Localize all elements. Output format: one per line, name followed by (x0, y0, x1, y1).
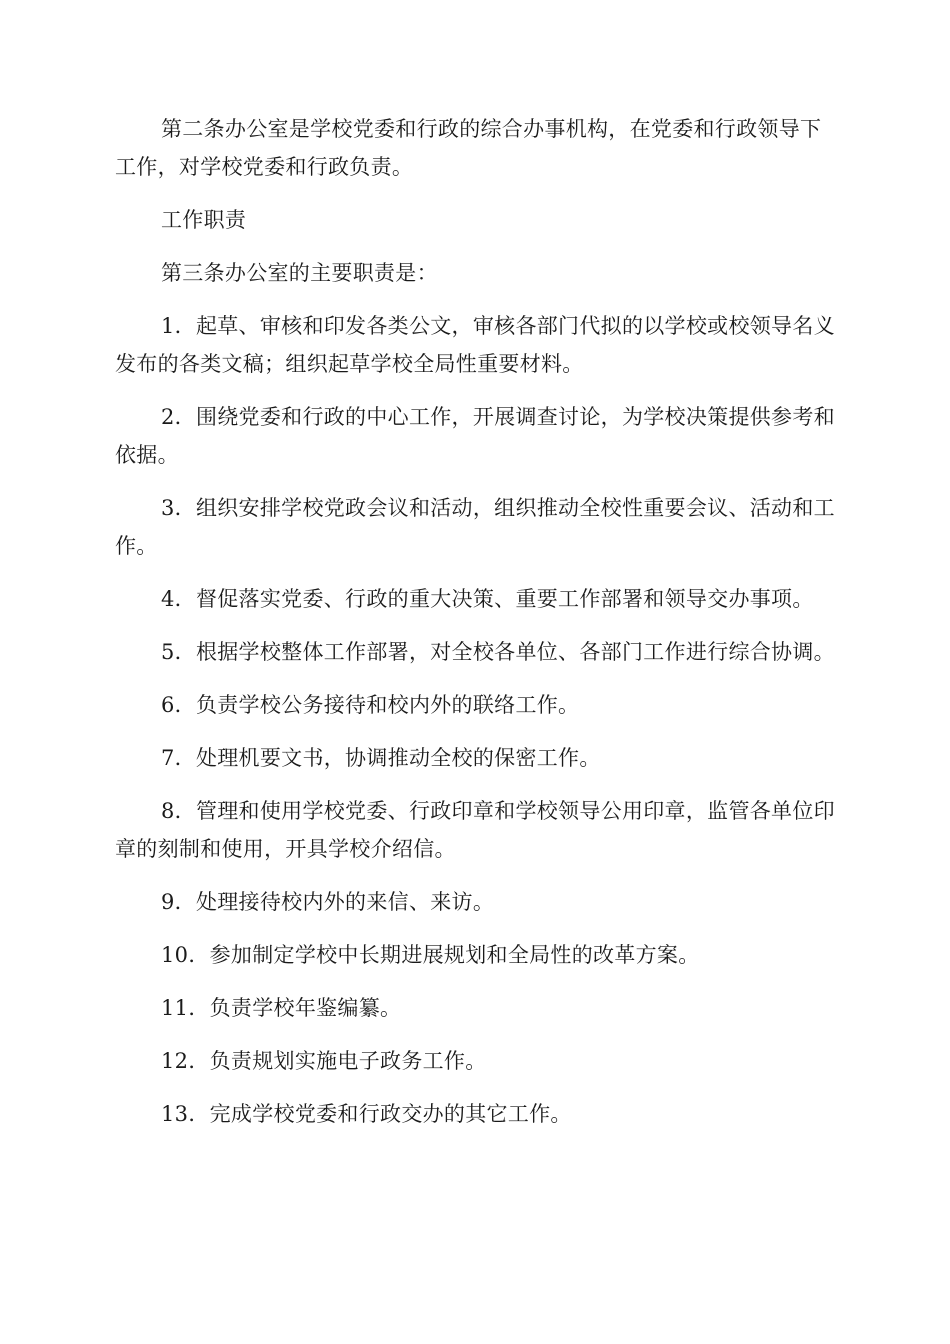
paragraph-article-2: 第二条办公室是学校党委和行政的综合办事机构，在党委和行政领导下工作，对学校党委和行政负责。 (115, 117, 822, 179)
list-item: 10．参加制定学校中长期进展规划和全局性的改革方案。 (161, 943, 700, 967)
list-item: 13．完成学校党委和行政交办的其它工作。 (161, 1102, 572, 1126)
list-item: 3．组织安排学校党政会议和活动，组织推动全校性重要会议、活动和工作。 (115, 496, 835, 558)
section-heading-duties: 工作职责 (161, 208, 247, 232)
list-item: 8．管理和使用学校党委、行政印章和学校领导公用印章，监管各单位印章的刻制和使用，开具学校介绍信。 (115, 799, 835, 861)
list-item: 4．督促落实党委、行政的重大决策、重要工作部署和领导交办事项。 (161, 587, 814, 611)
list-item: 6．负责学校公务接待和校内外的联络工作。 (161, 693, 580, 717)
list-item: 7．处理机要文书，协调推动全校的保密工作。 (161, 746, 601, 770)
list-item: 12．负责规划实施电子政务工作。 (161, 1049, 487, 1073)
list-item: 2．围绕党委和行政的中心工作，开展调查讨论，为学校决策提供参考和依据。 (115, 405, 835, 467)
list-item: 1．起草、审核和印发各类公文，审核各部门代拟的以学校或校领导名义发布的各类文稿；组织起草学校全局性重要材料。 (115, 314, 835, 376)
paragraph-article-3: 第三条办公室的主要职责是： (161, 261, 438, 285)
list-item: 9．处理接待校内外的来信、来访。 (161, 890, 495, 914)
list-item: 5．根据学校整体工作部署，对全校各单位、各部门工作进行综合协调。 (161, 640, 835, 664)
list-item: 11．负责学校年鉴编纂。 (161, 996, 402, 1020)
document-page (115, 110, 835, 1148)
